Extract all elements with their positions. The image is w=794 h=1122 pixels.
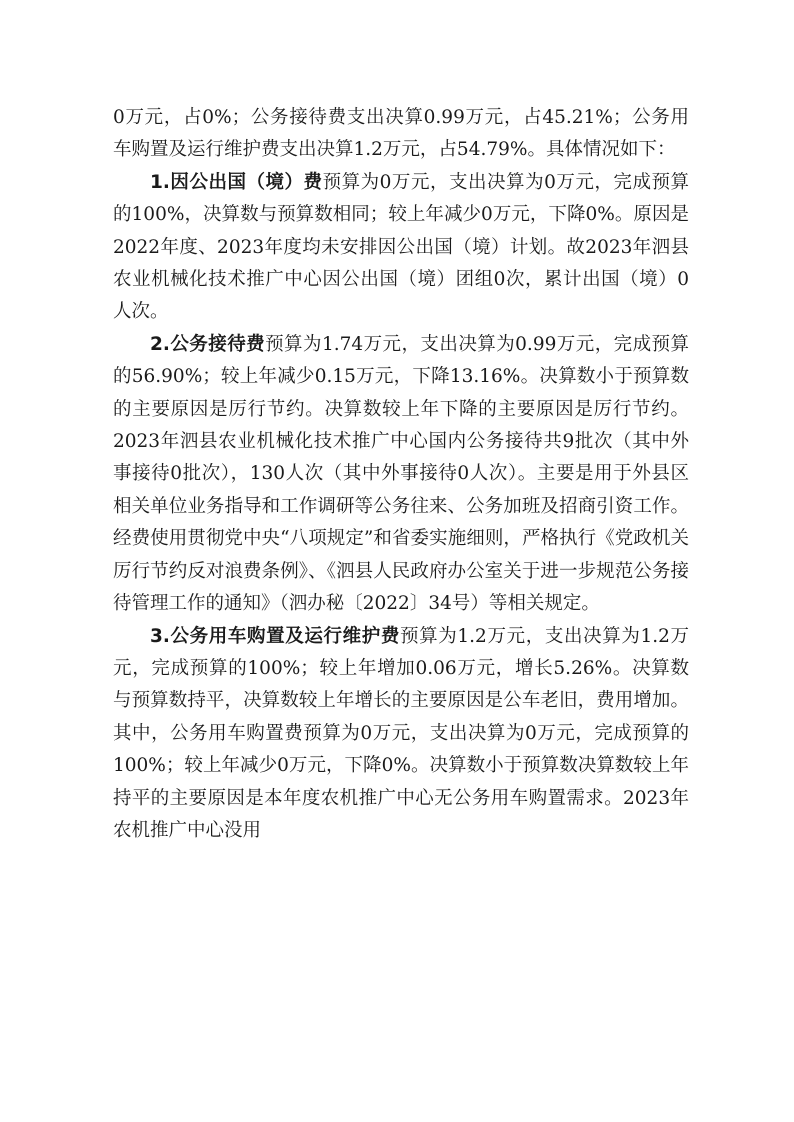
paragraph-text: 0万元，占0%；公务接待费支出决算0.99万元，占45.21%；公务用车购置及运行维护费支出决算1.2万元，占54.79%。具体情况如下： [113, 107, 689, 161]
paragraph-summary-continued [113, 102, 689, 167]
paragraph-overseas-travel [113, 167, 689, 329]
paragraph-official-reception [113, 329, 689, 621]
paragraph-text: 预算为0万元，支出决算为0万元，完成预算的100%，决算数与预算数相同；较上年减少0万元，下降0%。原因是2022年度、2023年度均未安排因公出国（境）计划。故2023年泗县农业机械化技术推广中心因公出国（境）团组0次，累计出国（境）0人次。 [113, 171, 689, 323]
paragraph-official-vehicles [113, 621, 689, 848]
document-body [113, 102, 689, 847]
paragraph-text: 预算为1.74万元，支出决算为0.99万元，完成预算的56.90%；较上年减少0.15万元，下降13.16%。决算数小于预算数的主要原因是厉行节约。决算数较上年下降的主要原因是厉行节约。2023年泗县农业机械化技术推广中心国内公务接待共9批次（其中外事接待0批次），130人次（其中外事接待0人次）。主要是用于外县区相关单位业务指导和工作调研等公务往来、公务加班及招商引资工作。经费使用贯彻党中央“八项规定”和省委实施细则，严格执行《党政机关厉行节约反对浪费条例》、《泗县人民政府办公室关于进一步规范公务接待管理工作的通知》（泗办秘〔2022〕34号）等相关规定。 [113, 333, 689, 615]
section-heading-overseas-travel: 1.因公出国（境）费 [150, 171, 323, 193]
section-heading-official-vehicles: 3.公务用车购置及运行维护费 [150, 625, 401, 647]
paragraph-text: 预算为1.2万元，支出决算为1.2万元，完成预算的100%；较上年增加0.06万元，增长5.26%。决算数与预算数持平，决算数较上年增长的主要原因是公车老旧，费用增加。其中，公务用车购置费预算为0万元，支出决算为0万元，完成预算的100%；较上年减少0万元，下降0%。决算数小于预算数决算数较上年持平的主要原因是本年度农机推广中心无公务用车购置需求。2023年农机推广中心没用 [113, 625, 689, 841]
section-heading-official-reception: 2.公务接待费 [150, 333, 266, 355]
